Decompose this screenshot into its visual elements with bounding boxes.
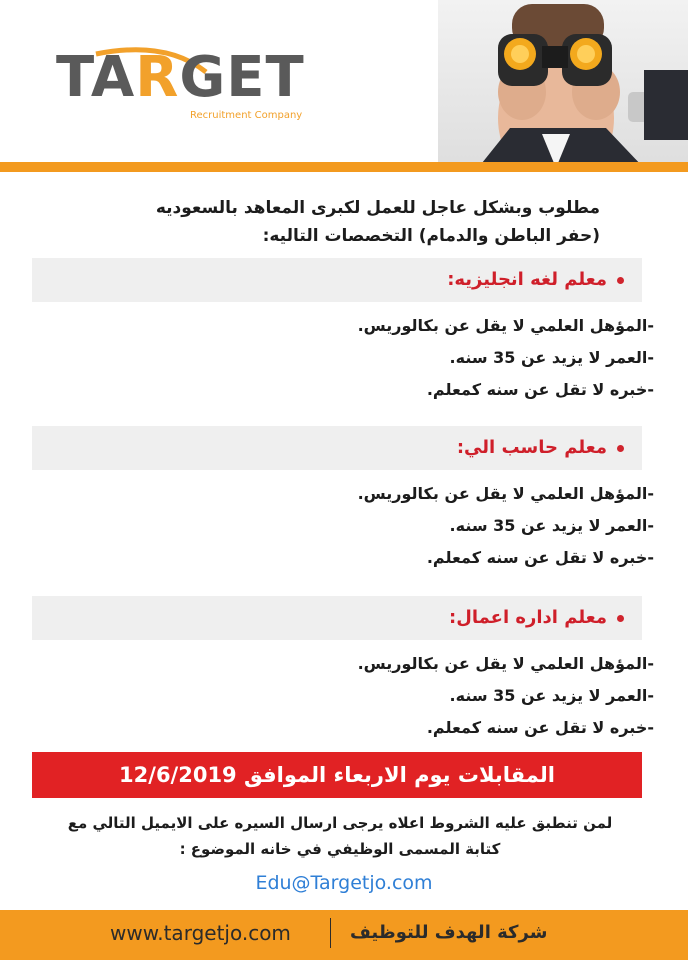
apply-instructions: [40, 810, 640, 862]
requirements-business: [294, 648, 654, 744]
requirement-item: -العمر لا يزيد عن 35 سنه.: [449, 348, 654, 367]
requirement-item: -خبره لا تقل عن سنه كمعلم.: [426, 718, 654, 737]
requirement-item: -المؤهل العلمي لا يقل عن بكالوريس.: [357, 654, 654, 673]
position-title: معلم اداره اعمال:: [449, 607, 607, 628]
man-with-binoculars-image: [438, 0, 688, 168]
requirements-computer: [294, 478, 654, 574]
requirement-item: -العمر لا يزيد عن 35 سنه.: [449, 686, 654, 705]
apply-line-2: كتابة المسمى الوظيفي في خانه الموضوع :: [179, 840, 501, 858]
intro-line-2: (حفر الباطن والدمام) التخصصات التاليه:: [262, 226, 600, 246]
position-title: معلم لغه انجليزيه:: [447, 269, 607, 290]
contact-email-link[interactable]: Edu@Targetjo.com: [255, 872, 433, 894]
intro-line-1: مطلوب وبشكل عاجل للعمل لكبرى المعاهد بالسعوديه: [155, 198, 600, 218]
company-name: شركة الهدف للتوظيف: [350, 922, 548, 943]
header: [0, 0, 688, 168]
footer-divider: [330, 918, 331, 948]
intro-text: [40, 194, 600, 250]
bullet-icon: [617, 277, 624, 284]
requirement-item: -المؤهل العلمي لا يقل عن بكالوريس.: [357, 316, 654, 335]
target-logo: [56, 46, 316, 126]
binoculars-photo: [438, 0, 688, 168]
bullet-icon: [617, 445, 624, 452]
footer: [0, 910, 688, 960]
apply-line-1: لمن تنطبق عليه الشروط اعلاه يرجى ارسال السيره على الايميل التالي مع: [67, 814, 613, 832]
interview-banner: المقابلات يوم الاربعاء الموافق 12/6/2019: [32, 752, 642, 798]
header-divider: [0, 162, 688, 172]
position-band-business: [32, 596, 642, 640]
logo-tagline: Recruitment Company: [190, 110, 303, 121]
website-link[interactable]: www.targetjo.com: [110, 921, 291, 945]
logo-wordmark: TARGET: [56, 45, 305, 110]
requirement-item: -خبره لا تقل عن سنه كمعلم.: [426, 380, 654, 399]
requirement-item: -المؤهل العلمي لا يقل عن بكالوريس.: [357, 484, 654, 503]
requirements-english: [294, 310, 654, 406]
position-band-computer: [32, 426, 642, 470]
position-band-english: [32, 258, 642, 302]
requirement-item: -خبره لا تقل عن سنه كمعلم.: [426, 548, 654, 567]
requirement-item: -العمر لا يزيد عن 35 سنه.: [449, 516, 654, 535]
position-title: معلم حاسب الي:: [456, 437, 607, 458]
bullet-icon: [617, 615, 624, 622]
